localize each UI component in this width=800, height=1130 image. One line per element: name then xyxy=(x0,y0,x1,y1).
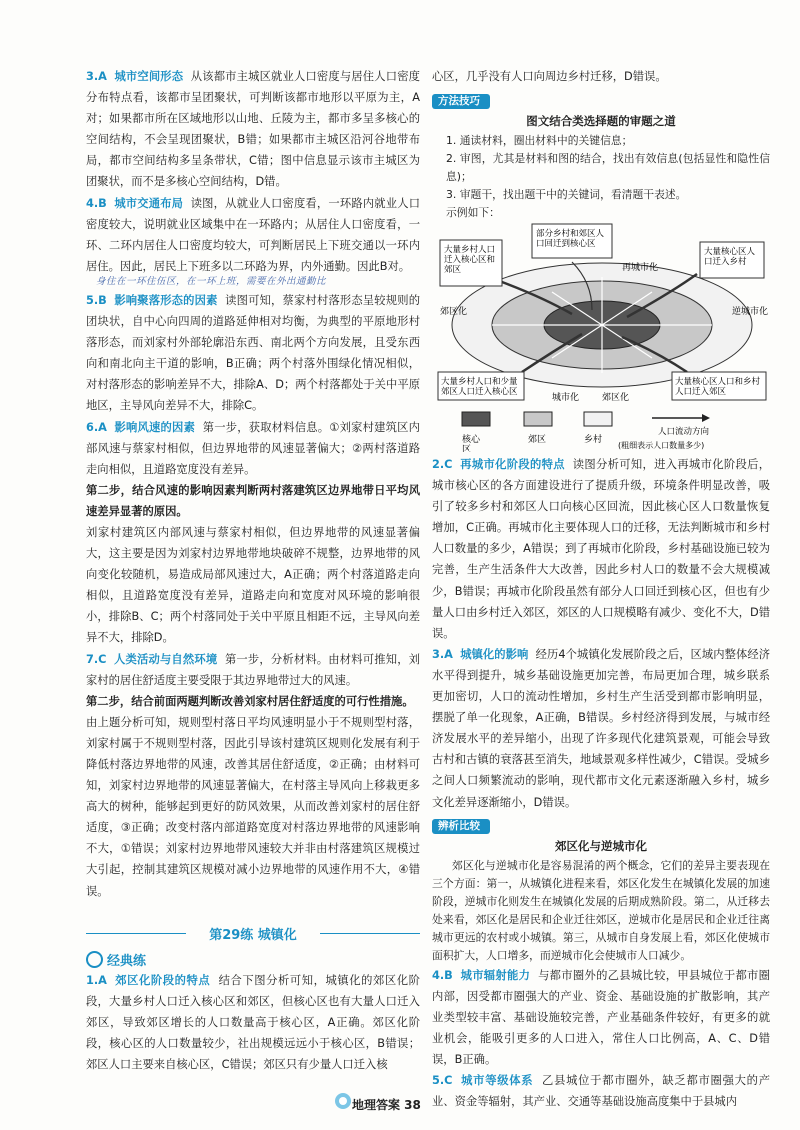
left-column xyxy=(86,66,420,902)
method-badge: 方法技巧 xyxy=(432,94,490,109)
answer-2: 2.C 再城市化阶段的特点 读图分析可知，进入再城市化阶段后，城市核心区的各方面建设进行了提质升级，环境条件明显改善，吸引了较多乡村和郊区人口向核心区回流，因此核心区人口数量恢复增加，C正确。再城市化主要体现人口的迁移，无法判断城市和乡村人口数量的多少，A错误；到了再城市化阶段，乡村基础设施已较为完善，生产生活条件大大改善，因此乡村人口的数量不会大规模减少，B错误；再城市化阶段虽然有部分人口回迁到核心区，但也有少量人口由乡村迁入郊区，郊区的人口规模略有减少、变化不大，D错误。 xyxy=(432,458,770,640)
legend-arrow-head xyxy=(702,414,710,422)
box-bottom-right-text: 大量核心区人口和乡村人口迁入郊区 xyxy=(675,377,761,397)
classic-practice-heading: 经典练 xyxy=(86,950,146,969)
legend-village-swatch xyxy=(584,412,612,426)
right-column-top xyxy=(432,66,770,222)
answer-3: 3.A 城市空间形态 从该都市主城区就业人口密度与居住人口密度分布特点看，该都市呈团聚状，可判断该都市地形以平原为主，A对；如果都市所在区域地形以山地、丘陵为主，都市多呈多核心的空间结构，不会呈现团聚状，B错；如果都市主城区沿河谷地带布局，都市空间结构多呈条带状，C错；图中信息显示该市主城区为团聚状，而不是多核心空间结构，D错。 xyxy=(86,70,420,189)
method-step-1: 1. 通读材料，圈出材料中的关键信息； xyxy=(446,134,633,148)
method-step-2: 2. 审图，尤其是材料和图的结合，找出有效信息(包括显性和隐性信息)； xyxy=(446,152,770,184)
publisher-logo-icon xyxy=(334,1092,352,1110)
legend-flow-label: 人口流动方向 xyxy=(658,427,710,437)
handwritten-note: 身住在一环住伍区，在一环上班，需要在外出通勤比 xyxy=(96,275,327,287)
answer-1-cont: 心区，几乎没有人口向周边乡村迁移，D错误。 xyxy=(432,70,667,83)
box-top-right-text: 大量核心区人口迁入乡村 xyxy=(704,247,756,267)
page-footer: 地理答案 38 xyxy=(352,1098,421,1112)
compare-title: 郊区化与逆城市化 xyxy=(555,838,647,853)
compare-badge: 辨析比较 xyxy=(432,819,490,834)
legend-core-swatch xyxy=(462,412,490,426)
answer-7: 7.C 人类活动与自然环境 第一步，分析材料。由材料可推知，刘家村的居住舒适度主要受限于其边界地带过大的风速。 xyxy=(86,652,420,687)
legend-village-label: 乡村 xyxy=(584,435,603,445)
label-suburbanization: 郊区化 xyxy=(602,393,630,403)
answer-1: 1.A 郊区化阶段的特点 结合下图分析可知，城镇化的郊区化阶段，大量乡村人口迁入核心区和郊区，但核心区也有大量人口迁入郊区，导致郊区增长的人口数量高于核心区，A正确。郊区化阶段，核心区的人口数量较少，社出规模远远小于核心区，B错误；郊区人口主要来自核心区，C错误；郊区只有少量人口迁入核 xyxy=(86,974,420,1072)
label-counterurbanization: 逆城市化 xyxy=(732,307,769,317)
method-title: 图文结合类选择题的审题之道 xyxy=(526,114,676,129)
answer-7-step2: 第二步，结合前面两题判断改善刘家村居住舒适度的可行性措施。 xyxy=(86,694,414,708)
answer-4b: 4.B 城市辐射能力 与都市圈外的乙县城比较，甲县城位于都市圈内部，因受都市圈强大的产业、资金、基础设施的扩散影响，其产业类型较丰富、基础设施较完善，产业基础条件较好，有更多的就业机会，能吸引更多的人口进入，常住人口比例高，A、C、D错误，B正确。 xyxy=(432,968,770,1067)
legend-flow-note: (粗细表示人口数量多少) xyxy=(618,441,705,450)
label-reurbanization: 再城市化 xyxy=(622,263,659,273)
answer-6-step2: 第二步，结合风速的影响因素判断两村落建筑区边界地带日平均风速差异显著的原因。 xyxy=(86,483,420,518)
answer-5: 5.B 影响聚落形态的因素 读图可知，蔡家村村落形态呈较规则的团块状，自中心向四周的道路延伸相对均衡，为典型的平原地形村落形态，而刘家村外部轮廓沿东西、南北两个方向发展，且受东西向和南北向主干道的影响，B正确；两个村落外围绿化情况相似，对村落形态的影响差异不大，排除A、D；两个村落都处于关中平原地区，主导风向差异不大，排除C。 xyxy=(86,293,420,413)
method-step-3: 3. 审题干，找出题干中的关键词，看清题干表述。 xyxy=(446,188,687,202)
legend-suburb-swatch xyxy=(524,412,552,426)
section-title: 第29练 城镇化 xyxy=(209,928,297,943)
magnifier-icon xyxy=(86,951,103,968)
box-top-left-text: 大量乡村人口迁入核心区和郊区 xyxy=(444,245,496,275)
box-bottom-left-text: 大量乡村人口和少量郊区人口迁入核心区 xyxy=(441,377,518,397)
answer-6-detail: 刘家村建筑区内部风速与蔡家村相似，但边界地带的风速显著偏大，这主要是因为刘家村边界地带地块破碎不规整，边界地带的风向变化较随机，易造成局部风速过大，A正确；两个村落道路走向相似，且道路宽度没有差异，道路走向和宽度对风环境的影响很小，排除B、C；两个村落同处于关中平原且相距不远，主导风向差异不大，排除D。 xyxy=(86,525,420,645)
answer-6: 6.A 影响风速的因素 第一步，获取材料信息。①刘家村建筑区内部风速与蔡家村相似，但边界地带的风速显著偏大；②两村落道路走向相似，且道路宽度没有差异。 xyxy=(86,420,420,476)
answer-4: 4.B 城市交通布局 读图，从就业人口密度看，一环路内就业人口密度较大，说明就业区域集中在一环路内；从居住人口密度看，一环、二环内居住人口密度均较大，可判断居民上下班交通以一环内居住。因此，居民上下班多以二环路为界，内外通勤。因此B对。 xyxy=(86,196,420,273)
compare-text: 郊区化与逆城市化是容易混淆的两个概念，它们的差异主要表现在三个方面：第一，从城镇化进程来看，郊区化发生在城镇化发展的加速阶段，逆城市化则发生在城镇化发展的后期成熟阶段。第二，从迁移去处来看，郊区化是居民和企业迁往郊区，逆城市化是居民和企业迁往离城市更远的农村或小城镇。第三，从城市自身发展上看，郊区化使城市面积扩大，人口增多，而逆城市化会使城市人口减少。 xyxy=(432,858,770,962)
method-example: 示例如下： xyxy=(446,206,500,220)
answer-7-detail: 由上题分析可知，规则型村落日平均风速明显小于不规则型村落，刘家村属于不规则型村落，因此引导该村建筑区规则化发展有利于降低村落边界地带的风速，改善其居住舒适度，②正确；由材料可知，刘家村边界地带的风速显著偏大，在村落主导风向上移栽更多高大的树种，能够起到更好的防风效果，从而改善刘家村的居住舒适度，③正确；改变村落内部道路宽度对村落边界地带的风速影响不大，①错误；刘家村边界地带风速较大并非由村落建筑区规模过大引起，控制其建筑区规模对减小边界地带的风速作用不大，④错误。 xyxy=(86,715,420,898)
right-column-middle xyxy=(432,454,770,1112)
answer-3b: 3.A 城镇化的影响 经历4个城镇化发展阶段之后，区域内整体经济水平得到提升，城乡基础设施更加完善，布局更加合理，城乡联系更加密切，人口的流动性增加，乡村生产生活受到都市影响明显，摆脱了单一化现象，A正确，B错误。乡村经济得到发展，与城市经济发展水平的差异缩小，出现了许多现代化建筑景观，可能会导致古村和古镇的衰落甚至消失，地域景观多样性减少，C错误。受城乡之间人口频繁流动的影响，现代都市文化元素逐渐融入乡村，城乡文化差异逐渐缩小，D错误。 xyxy=(432,647,770,809)
label-urbanization: 城市化 xyxy=(552,393,580,403)
left-bottom xyxy=(86,970,420,1075)
legend-core-label: 核心区 xyxy=(462,435,481,452)
answer-5b: 5.C 城市等级体系 乙县城位于都市圈外，缺乏都市圈强大的产业、资金等辐射，其产业、交通等基础设施高度集中于县城内 xyxy=(432,1074,770,1109)
label-suburbanization-left: 郊区化 xyxy=(440,307,468,317)
legend-suburb-label: 郊区 xyxy=(528,435,547,445)
box-top-middle-text: 部分乡村和郊区人口回迁到核心区 xyxy=(536,229,605,249)
urbanization-diagram xyxy=(432,222,770,452)
